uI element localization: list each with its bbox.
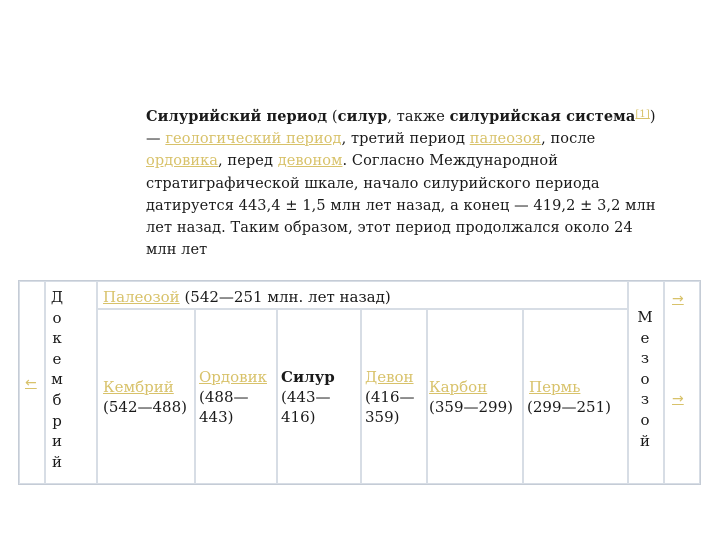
- intro-text: , третий период: [341, 131, 470, 148]
- silurian-current-label: Силур: [281, 368, 335, 386]
- precambrian-letter: й: [52, 452, 62, 471]
- next-era-cell: [664, 281, 700, 484]
- period-range: (299—251): [527, 398, 611, 416]
- article-term: Силурийский период: [146, 108, 328, 125]
- period-devonian: [365, 367, 425, 427]
- article-intro: [146, 104, 666, 261]
- intro-text: (: [327, 109, 338, 125]
- paleozoic-range: (542—251 млн. лет назад): [179, 288, 391, 306]
- article-alt-name-2: силурийская система: [449, 108, 636, 125]
- footnote-ref-link[interactable]: [1]: [635, 109, 650, 120]
- mesozoic-letter: о: [640, 369, 650, 388]
- link-paleozoic-era[interactable]: Палеозой: [103, 288, 180, 306]
- intro-text: . Согласно Международной стратиграфической шкале, начало силурийского периода датируется 443,4 ± 1,5 млн лет назад, а конец — 419,2 ± 3,2 млн лет назад. Таким образом, этот период продолжался около 24 млн лет: [146, 153, 656, 259]
- mesozoic-vertical-label[interactable]: [635, 307, 655, 451]
- link-cambrian[interactable]: Кембрий: [103, 378, 174, 396]
- period-range: (443—416): [281, 388, 331, 426]
- period-range: (488—443): [199, 388, 249, 426]
- intro-text: , после: [541, 131, 596, 148]
- intro-text: , перед: [218, 153, 278, 170]
- period-silurian: [281, 367, 351, 427]
- period-range: (416—359): [365, 388, 415, 426]
- mesozoic-letter: й: [640, 431, 650, 450]
- precambrian-letter: Д: [50, 288, 64, 306]
- mesozoic-letter: М: [637, 308, 653, 326]
- paleozoic-header: [103, 287, 391, 307]
- next-era-arrow-icon[interactable]: →: [672, 391, 684, 407]
- intro-text: , также: [387, 109, 450, 125]
- link-geological-period[interactable]: геологический период: [165, 131, 342, 148]
- period-range: (359—299): [429, 398, 513, 416]
- link-ordovician[interactable]: ордовика: [146, 153, 219, 170]
- mesozoic-letter: о: [640, 410, 650, 429]
- article-alt-name: силур: [337, 108, 388, 125]
- period-cambrian: [103, 377, 187, 417]
- precambrian-letter: е: [52, 349, 62, 368]
- period-carboniferous: [429, 377, 513, 417]
- precambrian-letter: б: [52, 390, 62, 409]
- period-ordovician: [199, 367, 277, 427]
- mesozoic-letter: з: [640, 349, 650, 368]
- mesozoic-letter: з: [640, 390, 650, 409]
- precambrian-letter: и: [52, 432, 62, 451]
- link-permian[interactable]: Пермь: [529, 378, 581, 396]
- precambrian-letter: м: [51, 370, 63, 389]
- link-ordovician-period[interactable]: Ордовик: [199, 368, 267, 386]
- link-devonian-period[interactable]: Девон: [365, 368, 414, 386]
- precambrian-vertical-label[interactable]: [47, 287, 67, 472]
- next-era-arrow-icon[interactable]: →: [672, 291, 684, 307]
- mesozoic-letter: е: [640, 328, 650, 347]
- link-carboniferous[interactable]: Карбон: [429, 378, 488, 396]
- geologic-periods-navbox: [18, 280, 701, 485]
- precambrian-letter: о: [52, 308, 62, 327]
- precambrian-letter: к: [52, 329, 62, 348]
- prev-era-arrow-icon[interactable]: ←: [25, 375, 37, 391]
- period-permian: [527, 377, 611, 417]
- link-paleozoic[interactable]: палеозоя: [469, 131, 542, 148]
- intro-text: ) —: [146, 109, 656, 148]
- link-devonian[interactable]: девоном: [277, 153, 343, 170]
- precambrian-letter: р: [52, 411, 62, 430]
- period-range: (542—488): [103, 398, 187, 416]
